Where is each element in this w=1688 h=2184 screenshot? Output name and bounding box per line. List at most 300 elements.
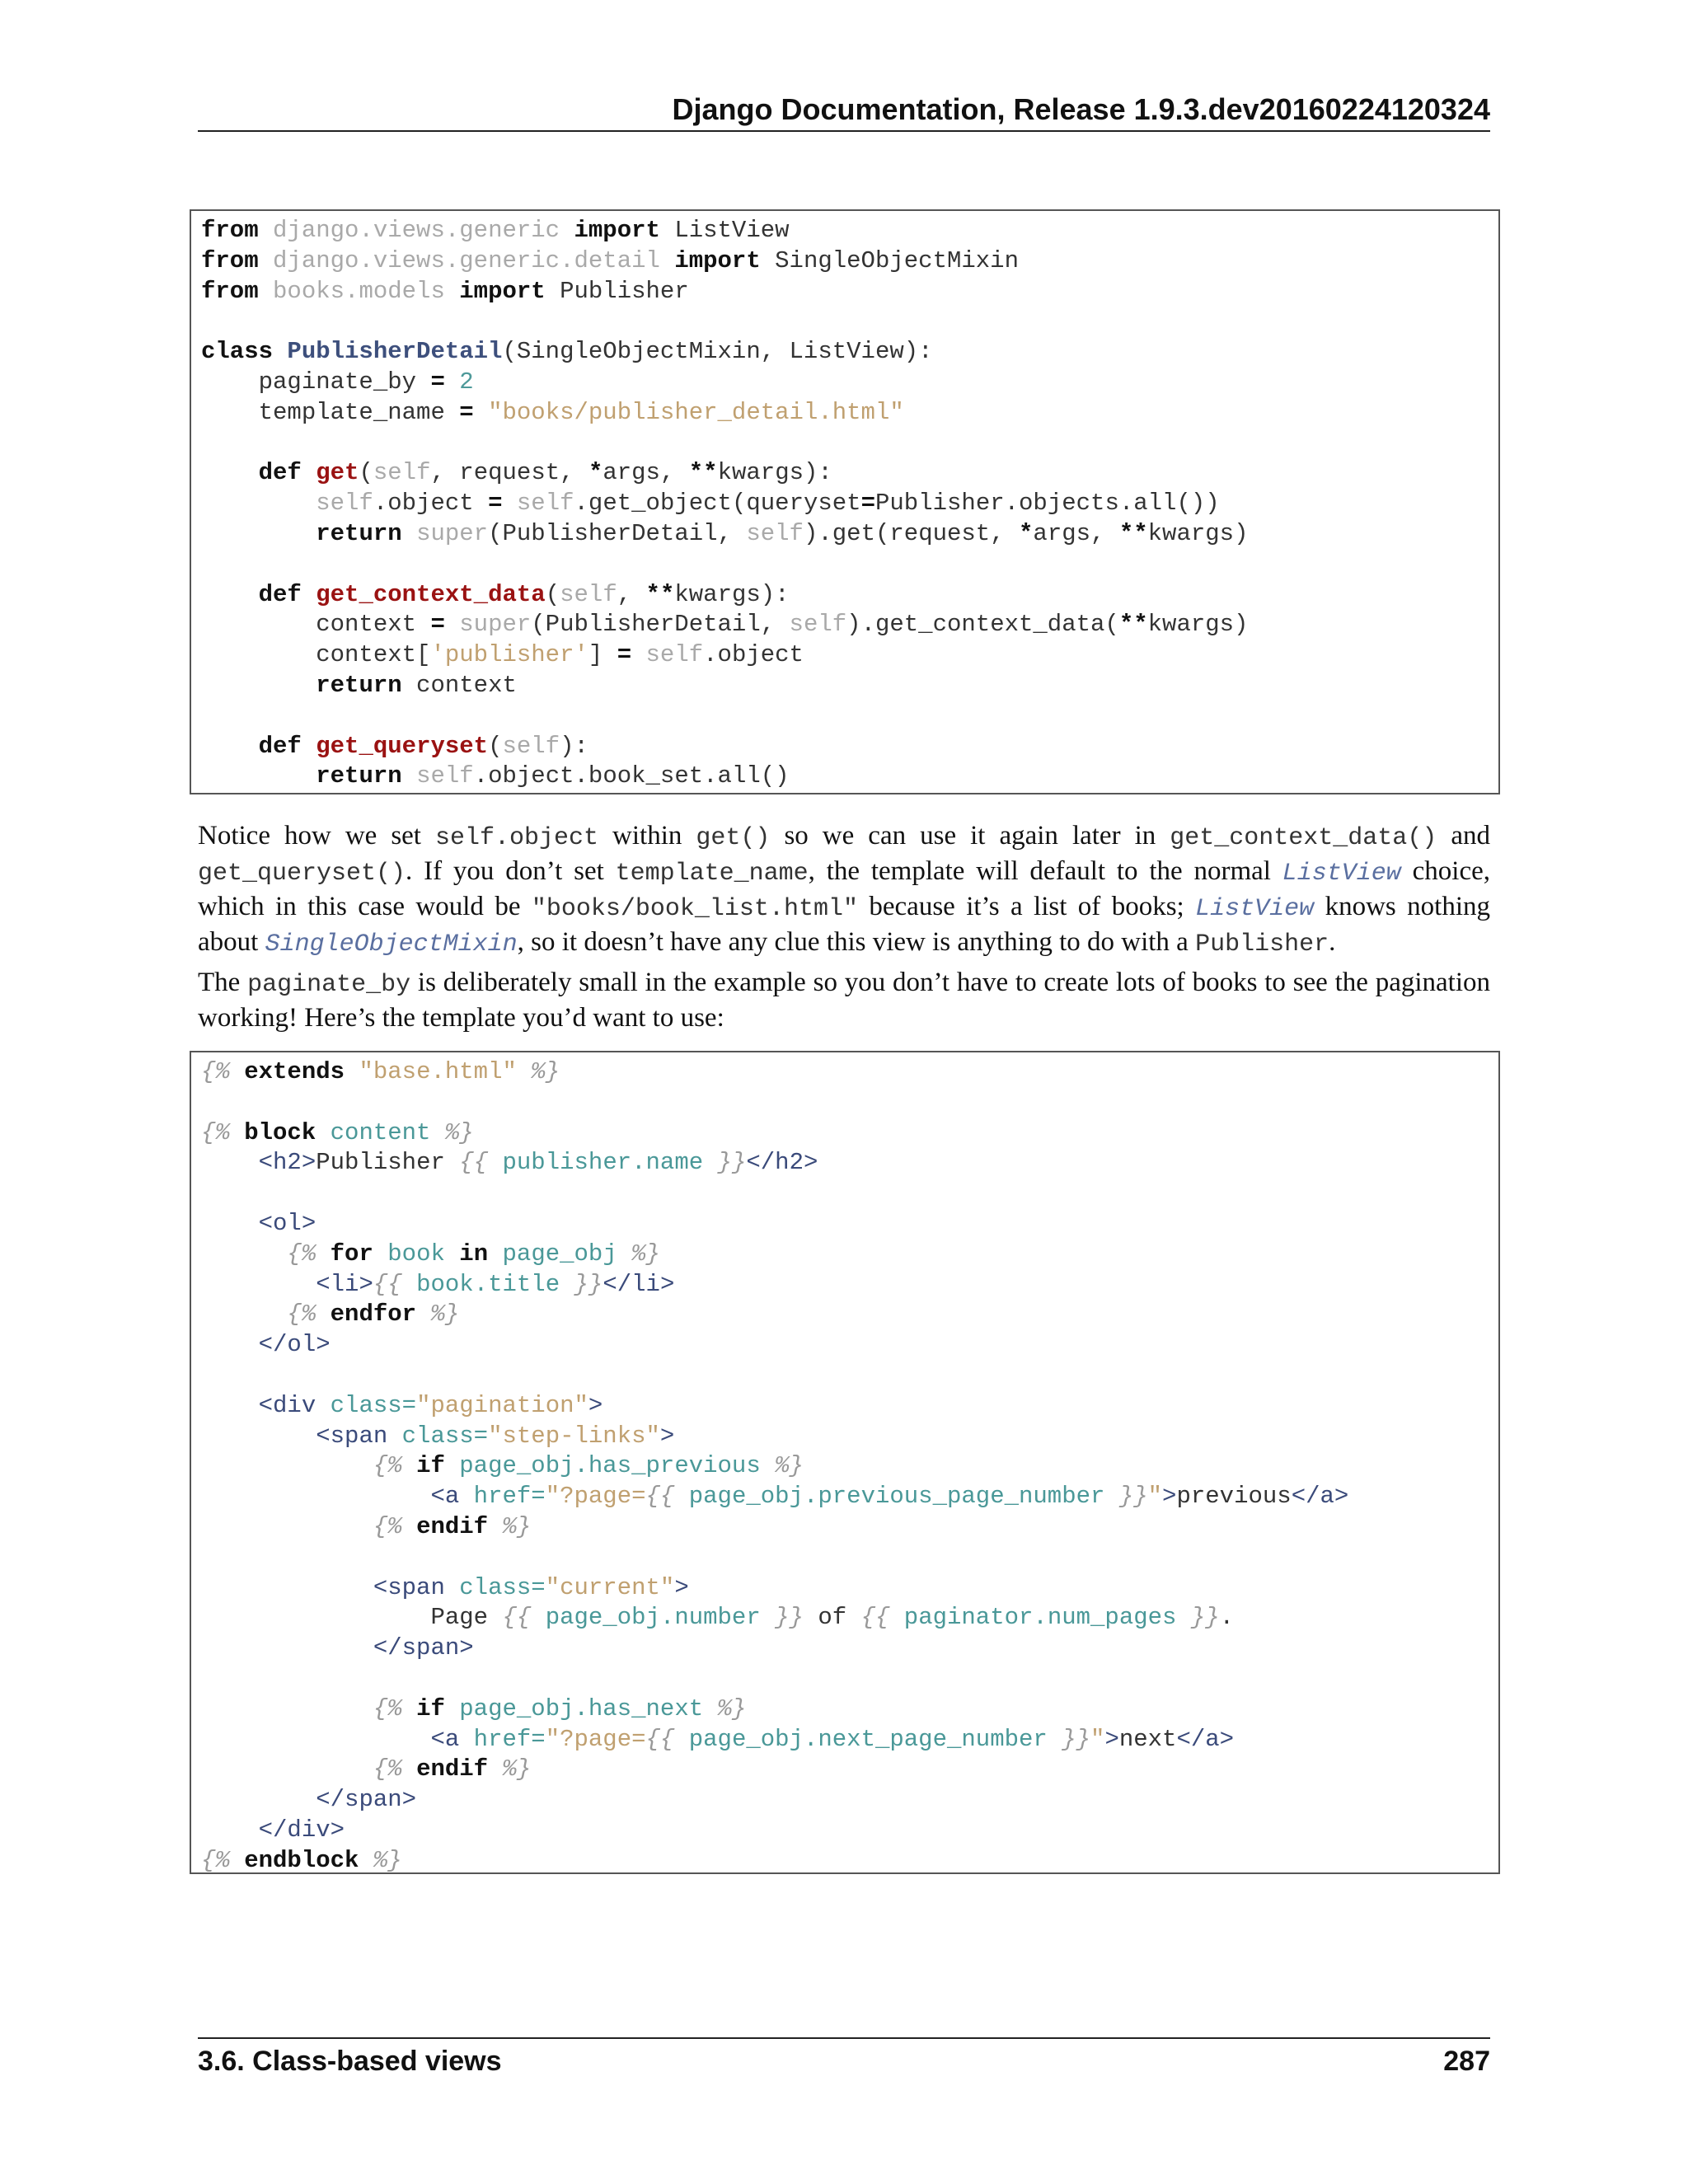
code-token: "step-links" bbox=[488, 1422, 660, 1450]
code-token bbox=[761, 1604, 775, 1631]
code-token: <ol> bbox=[258, 1209, 316, 1237]
code-token: def bbox=[258, 459, 302, 487]
code-token bbox=[560, 1271, 574, 1298]
code-token: paginate_by bbox=[201, 368, 431, 396]
code-token: django.views.generic.detail bbox=[258, 246, 675, 274]
code-token: super bbox=[459, 611, 532, 639]
code-token: import bbox=[574, 217, 660, 244]
code-token: {% bbox=[373, 1512, 402, 1540]
code-token: self bbox=[502, 732, 560, 760]
code-token: args, bbox=[1033, 519, 1119, 547]
code-token bbox=[674, 1726, 688, 1753]
code-token bbox=[316, 1301, 330, 1328]
code-token bbox=[488, 1149, 502, 1176]
code-token bbox=[302, 459, 316, 486]
code-token: {% bbox=[201, 1058, 230, 1085]
code-token bbox=[201, 1301, 287, 1328]
code-token: kwargs) bbox=[1147, 611, 1249, 639]
code-token: kwargs) bbox=[1147, 519, 1249, 547]
code-token bbox=[201, 1210, 259, 1237]
code-line bbox=[201, 672, 517, 699]
inline-code: get() bbox=[696, 824, 771, 852]
code-token: SingleObjectMixin bbox=[760, 246, 1019, 274]
code-token: context[ bbox=[201, 641, 431, 669]
code-token: <a bbox=[430, 1725, 460, 1753]
code-token: , request, bbox=[430, 459, 588, 487]
code-token: books.models bbox=[258, 277, 460, 305]
code-line bbox=[201, 1210, 316, 1237]
code-token bbox=[503, 490, 517, 517]
code-token: "pagination" bbox=[416, 1391, 588, 1419]
code-token bbox=[201, 1240, 287, 1268]
code-token bbox=[230, 1847, 244, 1874]
code-token: ( bbox=[359, 459, 373, 487]
code-token bbox=[201, 762, 316, 790]
code-token: next bbox=[1118, 1725, 1177, 1753]
code-token: "current" bbox=[545, 1573, 675, 1601]
code-token: <a bbox=[430, 1483, 460, 1511]
code-token bbox=[445, 1240, 459, 1268]
code-token bbox=[373, 1240, 387, 1268]
pagination-note-paragraph bbox=[198, 966, 1490, 1034]
code-token: previous bbox=[1176, 1483, 1292, 1511]
code-token: ( bbox=[545, 580, 560, 608]
code-token: .get_object(queryset bbox=[574, 490, 861, 518]
code-line bbox=[201, 611, 1248, 638]
code-token: of bbox=[803, 1604, 861, 1632]
code-token: %} bbox=[444, 1118, 474, 1146]
code-token bbox=[1176, 1604, 1190, 1631]
inline-code: paginate_by bbox=[247, 971, 411, 999]
code-token: .object bbox=[703, 641, 804, 669]
code-line bbox=[201, 1847, 402, 1874]
code-token: %} bbox=[502, 1755, 532, 1783]
code-token: ** bbox=[688, 459, 718, 487]
code-token bbox=[703, 1149, 717, 1176]
code-token: {{ bbox=[373, 1270, 402, 1298]
code-token: page_obj.has_next bbox=[459, 1694, 704, 1722]
code-token bbox=[201, 733, 259, 760]
code-token: }} bbox=[1190, 1604, 1220, 1632]
code-token: 2 bbox=[459, 368, 474, 396]
code-token: %} bbox=[373, 1846, 402, 1874]
template-code bbox=[201, 1057, 1489, 1874]
code-token bbox=[201, 1483, 430, 1510]
header-divider bbox=[198, 130, 1490, 132]
code-token: }} bbox=[775, 1604, 804, 1632]
template-code-block bbox=[190, 1051, 1500, 1874]
code-token: = bbox=[430, 368, 445, 396]
code-token bbox=[201, 490, 316, 517]
code-token bbox=[201, 581, 259, 608]
code-token: </li> bbox=[603, 1270, 675, 1298]
code-token bbox=[230, 1119, 244, 1146]
code-token bbox=[474, 399, 488, 426]
code-token: import bbox=[674, 246, 761, 274]
code-token: paginator.num_pages bbox=[903, 1604, 1177, 1632]
code-line bbox=[201, 1786, 416, 1813]
code-line bbox=[201, 1119, 474, 1146]
code-token: .object.book_set.all() bbox=[473, 762, 790, 790]
class-reference-link[interactable]: SingleObjectMixin bbox=[265, 930, 518, 958]
code-token: from bbox=[201, 277, 259, 305]
inline-code: Publisher bbox=[1195, 930, 1329, 958]
code-token bbox=[445, 1452, 459, 1479]
code-token: endfor bbox=[330, 1301, 417, 1329]
code-token: .object bbox=[373, 490, 489, 518]
code-line bbox=[201, 1271, 674, 1298]
code-token: , bbox=[617, 580, 646, 608]
code-token bbox=[201, 459, 259, 486]
code-token: class= bbox=[330, 1391, 417, 1419]
code-token bbox=[531, 1604, 545, 1631]
code-token: }} bbox=[1062, 1725, 1091, 1753]
code-token bbox=[631, 641, 645, 668]
code-token: ListView bbox=[659, 217, 790, 244]
code-line bbox=[201, 1392, 603, 1419]
code-token bbox=[201, 1755, 373, 1783]
code-token: <h2> bbox=[258, 1149, 316, 1177]
code-token: if bbox=[416, 1694, 445, 1722]
code-line bbox=[201, 1422, 674, 1450]
code-token bbox=[459, 1483, 473, 1510]
code-token: </h2> bbox=[746, 1149, 818, 1177]
code-token: (SingleObjectMixin, ListView): bbox=[502, 338, 933, 366]
page-number: 287 bbox=[1443, 2046, 1490, 2077]
code-token: {% bbox=[287, 1301, 316, 1329]
code-token bbox=[617, 1240, 631, 1268]
code-token: class= bbox=[401, 1422, 489, 1450]
code-token: kwargs): bbox=[674, 580, 790, 608]
code-line bbox=[201, 338, 933, 365]
code-token: > bbox=[1162, 1483, 1177, 1511]
code-token: endif bbox=[416, 1755, 489, 1783]
code-token: > bbox=[674, 1573, 689, 1601]
footer-divider bbox=[198, 2037, 1490, 2039]
code-token bbox=[445, 368, 459, 396]
code-token bbox=[201, 1726, 430, 1753]
code-line bbox=[201, 1695, 746, 1722]
code-token bbox=[359, 1847, 373, 1874]
footer-section-title: 3.6. Class-based views bbox=[198, 2046, 502, 2077]
code-token: ** bbox=[645, 580, 675, 608]
code-token bbox=[402, 1695, 416, 1722]
code-token: %} bbox=[775, 1452, 804, 1480]
code-token: ).get(request, bbox=[803, 519, 1020, 547]
code-token: self bbox=[746, 519, 804, 547]
code-token: </div> bbox=[258, 1816, 345, 1844]
code-token: self bbox=[373, 459, 431, 487]
code-token: Publisher bbox=[545, 277, 689, 305]
code-token bbox=[201, 1695, 373, 1722]
code-token: template_name bbox=[201, 398, 460, 426]
code-token bbox=[459, 1726, 473, 1753]
code-token: page_obj.previous_page_number bbox=[688, 1483, 1105, 1511]
code-token: = bbox=[430, 611, 445, 639]
code-token: page_obj.next_page_number bbox=[688, 1725, 1048, 1753]
code-line bbox=[201, 459, 832, 486]
code-token: args, bbox=[603, 459, 689, 487]
inline-code: self.object bbox=[435, 824, 599, 852]
page-header-title: Django Documentation, Release 1.9.3.dev20160224120324 bbox=[672, 92, 1490, 126]
code-token bbox=[517, 1058, 531, 1085]
code-token: self bbox=[645, 641, 704, 669]
code-token: (PublisherDetail, bbox=[531, 611, 790, 639]
code-token: = bbox=[860, 490, 875, 518]
code-token: > bbox=[1104, 1725, 1119, 1753]
code-token bbox=[201, 1149, 259, 1176]
code-token bbox=[402, 1271, 416, 1298]
inline-code: get_context_data() bbox=[1170, 824, 1437, 852]
code-token bbox=[273, 338, 287, 365]
code-line bbox=[201, 1755, 531, 1783]
code-token: ).get_context_data( bbox=[846, 611, 1119, 639]
code-token: context bbox=[201, 611, 431, 639]
code-token: context bbox=[401, 671, 517, 699]
code-token bbox=[201, 1331, 259, 1358]
code-token: href= bbox=[473, 1483, 546, 1511]
code-token bbox=[889, 1604, 903, 1631]
code-token: {{ bbox=[502, 1604, 532, 1632]
code-line bbox=[201, 733, 588, 760]
code-token: {% bbox=[373, 1694, 402, 1722]
code-token: href= bbox=[473, 1725, 546, 1753]
code-token: super bbox=[416, 519, 489, 547]
code-token: class= bbox=[459, 1573, 546, 1601]
code-token bbox=[674, 1483, 688, 1510]
code-line bbox=[201, 490, 1220, 517]
class-reference-link[interactable]: ListView bbox=[1282, 860, 1401, 888]
code-token bbox=[201, 1271, 316, 1298]
code-token: %} bbox=[502, 1512, 532, 1540]
code-token: ] bbox=[588, 641, 617, 669]
code-token: </a> bbox=[1291, 1483, 1349, 1511]
code-token: {{ bbox=[645, 1483, 675, 1511]
code-line bbox=[201, 520, 1248, 547]
code-token bbox=[302, 581, 316, 608]
code-token bbox=[1104, 1483, 1118, 1510]
code-token: book.title bbox=[416, 1270, 560, 1298]
code-token: %} bbox=[717, 1694, 747, 1722]
code-token: get_queryset bbox=[316, 732, 489, 760]
code-line bbox=[201, 1574, 689, 1601]
inline-code: get_queryset() bbox=[198, 860, 406, 888]
code-token bbox=[201, 1422, 316, 1450]
code-token: = bbox=[459, 398, 474, 426]
code-token: return bbox=[316, 671, 402, 699]
code-token bbox=[703, 1695, 717, 1722]
code-line bbox=[201, 1634, 474, 1661]
code-token: {% bbox=[373, 1452, 402, 1480]
code-token: block bbox=[244, 1118, 316, 1146]
code-token: for bbox=[330, 1240, 373, 1268]
code-token bbox=[201, 1786, 316, 1813]
code-token: </span> bbox=[316, 1786, 417, 1814]
code-token: endblock bbox=[244, 1846, 359, 1874]
code-token: " bbox=[1147, 1483, 1163, 1511]
code-token: endif bbox=[416, 1512, 489, 1540]
code-token: extends bbox=[244, 1058, 345, 1085]
code-token: {% bbox=[287, 1240, 316, 1268]
code-token: ** bbox=[1118, 611, 1148, 639]
python-code bbox=[201, 216, 1489, 792]
code-line bbox=[201, 1604, 1234, 1631]
code-token: {% bbox=[373, 1755, 402, 1783]
code-token: book bbox=[387, 1240, 445, 1268]
code-token: "?page= bbox=[545, 1725, 646, 1753]
code-token: ( bbox=[488, 732, 503, 760]
inline-code: template_name bbox=[615, 860, 809, 888]
code-line bbox=[201, 1483, 1348, 1510]
code-token: publisher.name bbox=[502, 1149, 704, 1177]
code-token: . bbox=[1219, 1604, 1235, 1632]
code-token: Publisher.objects.all()) bbox=[875, 490, 1220, 518]
code-line bbox=[201, 399, 904, 426]
code-token bbox=[416, 1301, 430, 1328]
code-token bbox=[402, 1755, 416, 1783]
code-token: self bbox=[516, 490, 574, 518]
code-token bbox=[201, 1634, 373, 1661]
code-token: return bbox=[316, 519, 402, 547]
code-token: "base.html" bbox=[359, 1058, 517, 1085]
code-token bbox=[316, 1392, 330, 1419]
code-token: self bbox=[560, 580, 617, 608]
code-token bbox=[345, 1058, 359, 1085]
code-line bbox=[201, 1452, 804, 1479]
explanation-paragraph bbox=[198, 819, 1490, 961]
code-token: self bbox=[416, 762, 474, 790]
code-token bbox=[430, 1119, 444, 1146]
code-token: (PublisherDetail, bbox=[488, 519, 747, 547]
code-token: 'publisher' bbox=[430, 641, 588, 669]
code-token: Publisher bbox=[316, 1149, 460, 1177]
code-token: get_context_data bbox=[316, 580, 546, 608]
code-token: }} bbox=[1118, 1483, 1148, 1511]
inline-code: "books/book_list.html" bbox=[531, 895, 858, 923]
code-token bbox=[201, 1513, 373, 1540]
code-token: self bbox=[316, 490, 373, 518]
code-token bbox=[201, 1816, 259, 1844]
code-token: > bbox=[588, 1391, 603, 1419]
code-token: Page bbox=[201, 1604, 503, 1632]
code-token bbox=[1048, 1726, 1062, 1753]
code-token: <li> bbox=[316, 1270, 373, 1298]
code-token: page_obj.number bbox=[545, 1604, 761, 1632]
code-token bbox=[402, 762, 416, 790]
code-token: * bbox=[1019, 519, 1034, 547]
code-line bbox=[201, 278, 689, 305]
code-token bbox=[387, 1422, 401, 1450]
code-token: <span bbox=[373, 1573, 445, 1601]
code-line bbox=[201, 1240, 660, 1268]
code-line bbox=[201, 762, 790, 790]
code-line bbox=[201, 581, 790, 608]
code-token: kwargs): bbox=[717, 459, 832, 487]
code-token: <div bbox=[258, 1391, 316, 1419]
code-token: {{ bbox=[645, 1725, 675, 1753]
code-token: def bbox=[258, 580, 302, 608]
class-reference-link[interactable]: ListView bbox=[1195, 895, 1315, 923]
code-token: " bbox=[1090, 1725, 1105, 1753]
code-token: self bbox=[789, 611, 847, 639]
code-token bbox=[488, 1513, 502, 1540]
code-line bbox=[201, 641, 804, 668]
code-token: }} bbox=[574, 1270, 603, 1298]
code-token bbox=[445, 611, 459, 638]
code-token: </span> bbox=[373, 1634, 474, 1662]
code-token bbox=[302, 733, 316, 760]
code-token bbox=[201, 1392, 259, 1419]
code-token bbox=[316, 1119, 330, 1146]
code-token bbox=[488, 1240, 502, 1268]
code-token: {{ bbox=[459, 1149, 489, 1177]
code-token bbox=[201, 1452, 373, 1479]
code-token: return bbox=[316, 762, 402, 790]
code-token bbox=[201, 1574, 373, 1601]
code-token bbox=[201, 672, 316, 699]
python-code-block bbox=[190, 209, 1500, 794]
code-line bbox=[201, 217, 790, 244]
code-token: page_obj bbox=[502, 1240, 617, 1268]
code-token: def bbox=[258, 732, 302, 760]
code-line bbox=[201, 247, 1019, 274]
code-token: {{ bbox=[860, 1604, 890, 1632]
code-token bbox=[316, 1240, 330, 1268]
code-token bbox=[445, 1574, 459, 1601]
code-token: if bbox=[416, 1452, 445, 1480]
code-token: <span bbox=[316, 1422, 388, 1450]
code-token: get bbox=[316, 459, 359, 487]
code-line bbox=[201, 1058, 560, 1085]
code-token: {% bbox=[201, 1118, 230, 1146]
code-token bbox=[445, 1695, 459, 1722]
code-token: %} bbox=[631, 1240, 660, 1268]
code-token: </ol> bbox=[258, 1331, 331, 1359]
code-line bbox=[201, 1149, 818, 1176]
code-line bbox=[201, 1301, 459, 1328]
code-token: page_obj.has_previous bbox=[459, 1452, 761, 1480]
code-token bbox=[402, 520, 416, 547]
code-line bbox=[201, 1331, 331, 1358]
paragraph-text: Notice how we set self.object within get() so we can use it again later in get_context_data() and get_queryset(). If you don’t set template_name, the template will default to the normal ListView choice, which in this case would be "books/book_list.html" because it’s a list of books; ListView knows nothing about SingleObjectMixin, so it doesn’t have any clue this view is anything to do with a Publisher. bbox=[198, 821, 1490, 958]
code-token: from bbox=[201, 246, 259, 274]
code-token: * bbox=[588, 459, 603, 487]
code-line bbox=[201, 1816, 345, 1844]
code-token: ** bbox=[1118, 519, 1148, 547]
code-token: from bbox=[201, 217, 259, 244]
code-token: = bbox=[617, 641, 632, 669]
code-token: PublisherDetail bbox=[287, 338, 503, 366]
code-token bbox=[230, 1058, 244, 1085]
code-token: content bbox=[330, 1118, 431, 1146]
code-token bbox=[488, 1755, 502, 1783]
code-token: import bbox=[459, 277, 546, 305]
code-token: > bbox=[659, 1422, 675, 1450]
code-token: class bbox=[201, 338, 274, 366]
code-line bbox=[201, 1726, 1234, 1753]
paragraph-text: The paginate_by is deliberately small in the example so you don’t have to create lots of books to see the pagination working! Here’s the template you’d want to use: bbox=[198, 968, 1490, 1033]
code-token: </a> bbox=[1176, 1725, 1235, 1753]
code-token: in bbox=[459, 1240, 489, 1268]
code-token: "?page= bbox=[545, 1483, 646, 1511]
code-line bbox=[201, 1513, 531, 1540]
code-token: "books/publisher_detail.html" bbox=[488, 398, 904, 426]
code-token bbox=[201, 520, 316, 547]
code-line bbox=[201, 368, 474, 396]
code-token bbox=[402, 1513, 416, 1540]
code-token bbox=[402, 1452, 416, 1479]
code-token: %} bbox=[430, 1301, 460, 1329]
